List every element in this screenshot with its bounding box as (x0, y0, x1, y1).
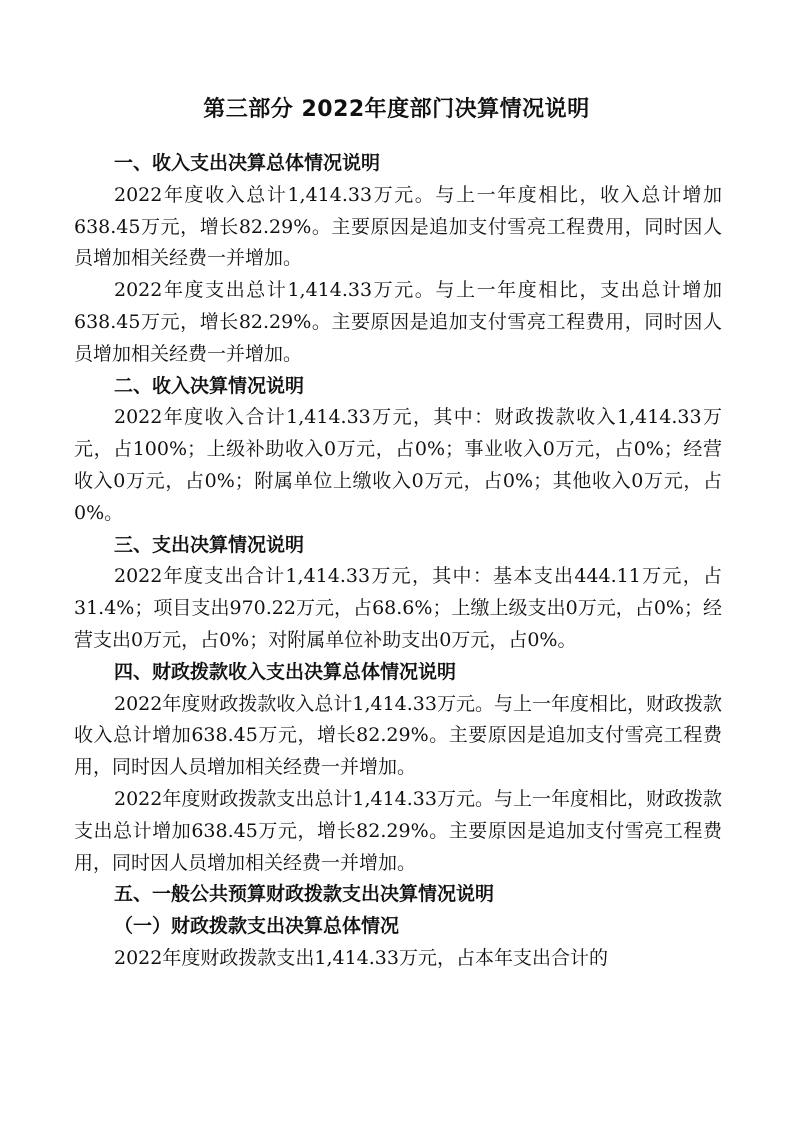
section-heading-expense: 三、支出决算情况说明 (114, 533, 305, 556)
paragraph-expense-breakdown: 2022年度支出合计1,414.33万元，其中：基本支出444.11万元，占31.4%；项目支出970.22万元，占68.6%；上缴上级支出0万元，占0%；经营支出0万元，占0%；对附属单位补助支出0万元，占0%。 (74, 565, 722, 651)
paragraph-fiscal-income: 2022年度财政拨款收入总计1,414.33万元。与上一年度相比，财政拨款收入总计增加638.45万元，增长82.29%。主要原因是追加支付雪亮工程费用，同时因人员增加相关经费一并增加。 (74, 692, 722, 779)
section-heading-income-expense-overview: 一、收入支出决算总体情况说明 (114, 152, 381, 174)
paragraph-income-breakdown: 2022年度收入合计1,414.33万元，其中：财政拨款收入1,414.33万元，占100%；上级补助收入0万元，占0%；事业收入0万元，占0%；经营收入0万元，占0%；附属单位上缴收入0万元，占0%；其他收入0万元，占0%。 (74, 406, 722, 524)
document-body (74, 148, 722, 975)
section-heading-income: 二、收入决算情况说明 (114, 374, 305, 397)
paragraph-income-total: 2022年度收入总计1,414.33万元。与上一年度相比，收入总计增加638.45万元，增长82.29%。主要原因是追加支付雪亮工程费用，同时因人员增加相关经费一并增加。 (74, 183, 722, 270)
section-heading-general-public-budget: 五、一般公共预算财政拨款支出决算情况说明 (114, 883, 495, 906)
paragraph-expense-total: 2022年度支出总计1,414.33万元。与上一年度相比，支出总计增加638.45万元，增长82.29%。主要原因是追加支付雪亮工程费用，同时因人员增加相关经费一并增加。 (74, 279, 722, 365)
subsection-heading-fiscal-expense-overall: （一）财政拨款支出决算总体情况 (114, 915, 400, 938)
page-title: 第三部分 2022年度部门决算情况说明 (203, 97, 590, 122)
paragraph-fiscal-expense-overall: 2022年度财政拨款支出1,414.33万元，占本年支出合计的 (114, 946, 608, 969)
paragraph-fiscal-expense: 2022年度财政拨款支出总计1,414.33万元。与上一年度相比，财政拨款支出总计增加638.45万元，增长82.29%。主要原因是追加支付雪亮工程费用，同时因人员增加相关经费一并增加。 (74, 787, 722, 874)
section-heading-fiscal-appropriation: 四、财政拨款收入支出决算总体情况说明 (114, 660, 457, 683)
